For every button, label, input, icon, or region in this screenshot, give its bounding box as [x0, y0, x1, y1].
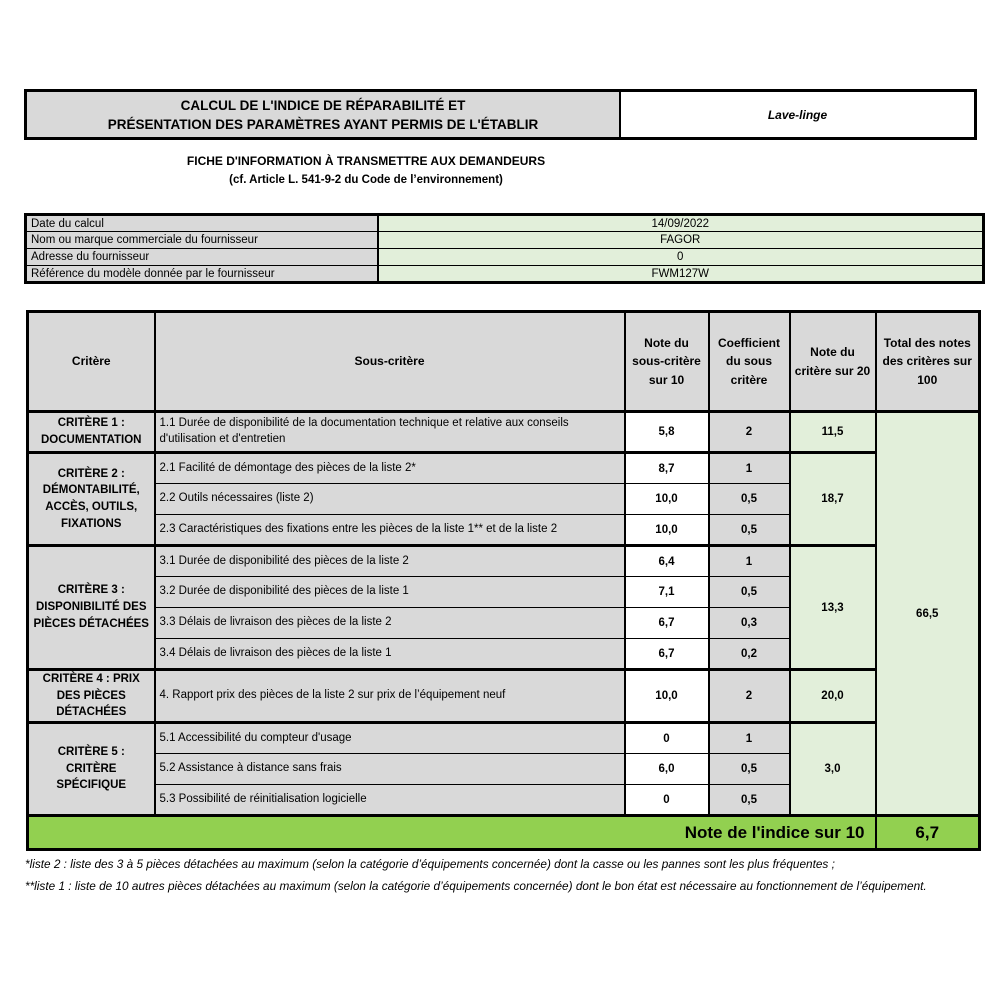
sub-note-2-3: 10,0: [625, 515, 709, 546]
footnotes-block: [25, 853, 970, 897]
sub-note-5-2: 6,0: [625, 754, 709, 785]
col-header-critere: Critère: [28, 312, 155, 412]
final-score-value: 6,7: [876, 816, 980, 850]
criterion-3-name: CRITÈRE 3 : DISPONIBILITÉ DES PIÈCES DÉTACHÉES: [28, 546, 155, 670]
col-header-note-critere-20: Note du critère sur 20: [790, 312, 876, 412]
legal-reference: (cf. Article L. 541-9-2 du Code de l’environnement): [229, 174, 503, 186]
sub-criterion-5-2: 5.2 Assistance à distance sans frais: [155, 754, 625, 785]
footnote-liste1: **liste 1 : liste de 10 autres pièces détachées au maximum (selon la catégorie d’équipements concernée) dont le bon état est nécessaire au fonctionnement de l’équipement.: [25, 879, 927, 893]
criterion-2-note20: 18,7: [790, 453, 876, 546]
subtitle-block: [0, 154, 732, 186]
info-row-brand: [26, 232, 984, 249]
final-score-row: [28, 816, 980, 850]
criterion-1-note20: 11,5: [790, 412, 876, 453]
col-header-coefficient: Coefficient du sous critère: [709, 312, 790, 412]
coefficient-3-2: 0,5: [709, 577, 790, 608]
info-label: Adresse du fournisseur: [26, 249, 378, 266]
final-score-label: Note de l'indice sur 10: [28, 816, 876, 850]
info-label: Référence du modèle donnée par le fournisseur: [26, 266, 378, 283]
coefficient-3-3: 0,3: [709, 608, 790, 639]
table-row: [28, 546, 980, 577]
sub-note-5-3: 0: [625, 785, 709, 816]
criteria-table-header-row: [28, 312, 980, 412]
sub-note-3-3: 6,7: [625, 608, 709, 639]
criteria-table: [26, 310, 981, 851]
sub-criterion-2-2: 2.2 Outils nécessaires (liste 2): [155, 484, 625, 515]
document-title-line1: CALCUL DE L'INDICE DE RÉPARABILITÉ ET: [180, 97, 466, 113]
info-value: FWM127W: [378, 266, 984, 283]
info-value: FAGOR: [378, 232, 984, 249]
sub-criterion-3-3: 3.3 Délais de livraison des pièces de la liste 2: [155, 608, 625, 639]
document-header-box: [24, 89, 977, 140]
criterion-1-name: CRITÈRE 1 : DOCUMENTATION: [28, 412, 155, 453]
col-header-total-100: Total des notes des critères sur 100: [876, 312, 980, 412]
sub-criterion-5-3: 5.3 Possibilité de réinitialisation logicielle: [155, 785, 625, 816]
sub-criterion-2-3: 2.3 Caractéristiques des fixations entre les pièces de la liste 1** et de la liste 2: [155, 515, 625, 546]
criterion-4-name: CRITÈRE 4 : PRIX DES PIÈCES DÉTACHÉES: [28, 670, 155, 723]
document-title-line2: PRÉSENTATION DES PARAMÈTRES AYANT PERMIS DE L'ÉTABLIR: [107, 116, 539, 132]
info-value: 0: [378, 249, 984, 266]
coefficient-2-1: 1: [709, 453, 790, 484]
sub-note-4: 10,0: [625, 670, 709, 723]
document-title: [27, 92, 621, 137]
total-notes-100: 66,5: [876, 412, 980, 816]
info-label: Date du calcul: [26, 215, 378, 232]
coefficient-5-2: 0,5: [709, 754, 790, 785]
product-category-cell: [621, 92, 974, 137]
col-header-sous-critere: Sous-critère: [155, 312, 625, 412]
sub-criterion-4: 4. Rapport prix des pièces de la liste 2 sur prix de l’équipement neuf: [155, 670, 625, 723]
footnote-liste2: *liste 2 : liste des 3 à 5 pièces détachées au maximum (selon la catégorie d’équipements concernée) dont la casse ou les pannes sont les plus fréquentes ;: [25, 857, 835, 871]
info-label: Nom ou marque commerciale du fournisseur: [26, 232, 378, 249]
coefficient-4: 2: [709, 670, 790, 723]
sub-note-3-2: 7,1: [625, 577, 709, 608]
sub-note-3-1: 6,4: [625, 546, 709, 577]
sub-criterion-1-1: 1.1 Durée de disponibilité de la documentation technique et relative aux conseils d'utilisation et d'entretien: [155, 412, 625, 453]
table-row: [28, 670, 980, 723]
sub-note-2-2: 10,0: [625, 484, 709, 515]
criterion-3-note20: 13,3: [790, 546, 876, 670]
col-header-note-sous-critere: Note du sous-critère sur 10: [625, 312, 709, 412]
coefficient-2-3: 0,5: [709, 515, 790, 546]
sub-criterion-2-1: 2.1 Facilité de démontage des pièces de la liste 2*: [155, 453, 625, 484]
coefficient-1-1: 2: [709, 412, 790, 453]
criterion-5-name: CRITÈRE 5 : CRITÈRE SPÉCIFIQUE: [28, 723, 155, 816]
table-row: [28, 412, 980, 453]
coefficient-3-4: 0,2: [709, 639, 790, 670]
sub-note-3-4: 6,7: [625, 639, 709, 670]
criterion-2-name: CRITÈRE 2 : DÉMONTABILITÉ, ACCÈS, OUTILS, FIXATIONS: [28, 453, 155, 546]
criterion-4-note20: 20,0: [790, 670, 876, 723]
sub-criterion-3-2: 3.2 Durée de disponibilité des pièces de la liste 1: [155, 577, 625, 608]
info-row-address: [26, 249, 984, 266]
coefficient-5-3: 0,5: [709, 785, 790, 816]
sub-criterion-3-4: 3.4 Délais de livraison des pièces de la liste 1: [155, 639, 625, 670]
sub-note-5-1: 0: [625, 723, 709, 754]
coefficient-3-1: 1: [709, 546, 790, 577]
table-row: [28, 453, 980, 484]
coefficient-2-2: 0,5: [709, 484, 790, 515]
coefficient-5-1: 1: [709, 723, 790, 754]
info-row-date: [26, 215, 984, 232]
supplier-info-table: [24, 213, 985, 284]
sub-note-1-1: 5,8: [625, 412, 709, 453]
product-category: Lave-linge: [767, 107, 828, 122]
info-value: 14/09/2022: [378, 215, 984, 232]
sub-criterion-5-1: 5.1 Accessibilité du compteur d'usage: [155, 723, 625, 754]
sub-note-2-1: 8,7: [625, 453, 709, 484]
info-sheet-subtitle: FICHE D'INFORMATION À TRANSMETTRE AUX DEMANDEURS: [186, 154, 546, 168]
sub-criterion-3-1: 3.1 Durée de disponibilité des pièces de la liste 2: [155, 546, 625, 577]
criterion-5-note20: 3,0: [790, 723, 876, 816]
table-row: [28, 723, 980, 754]
info-row-model-ref: [26, 266, 984, 283]
